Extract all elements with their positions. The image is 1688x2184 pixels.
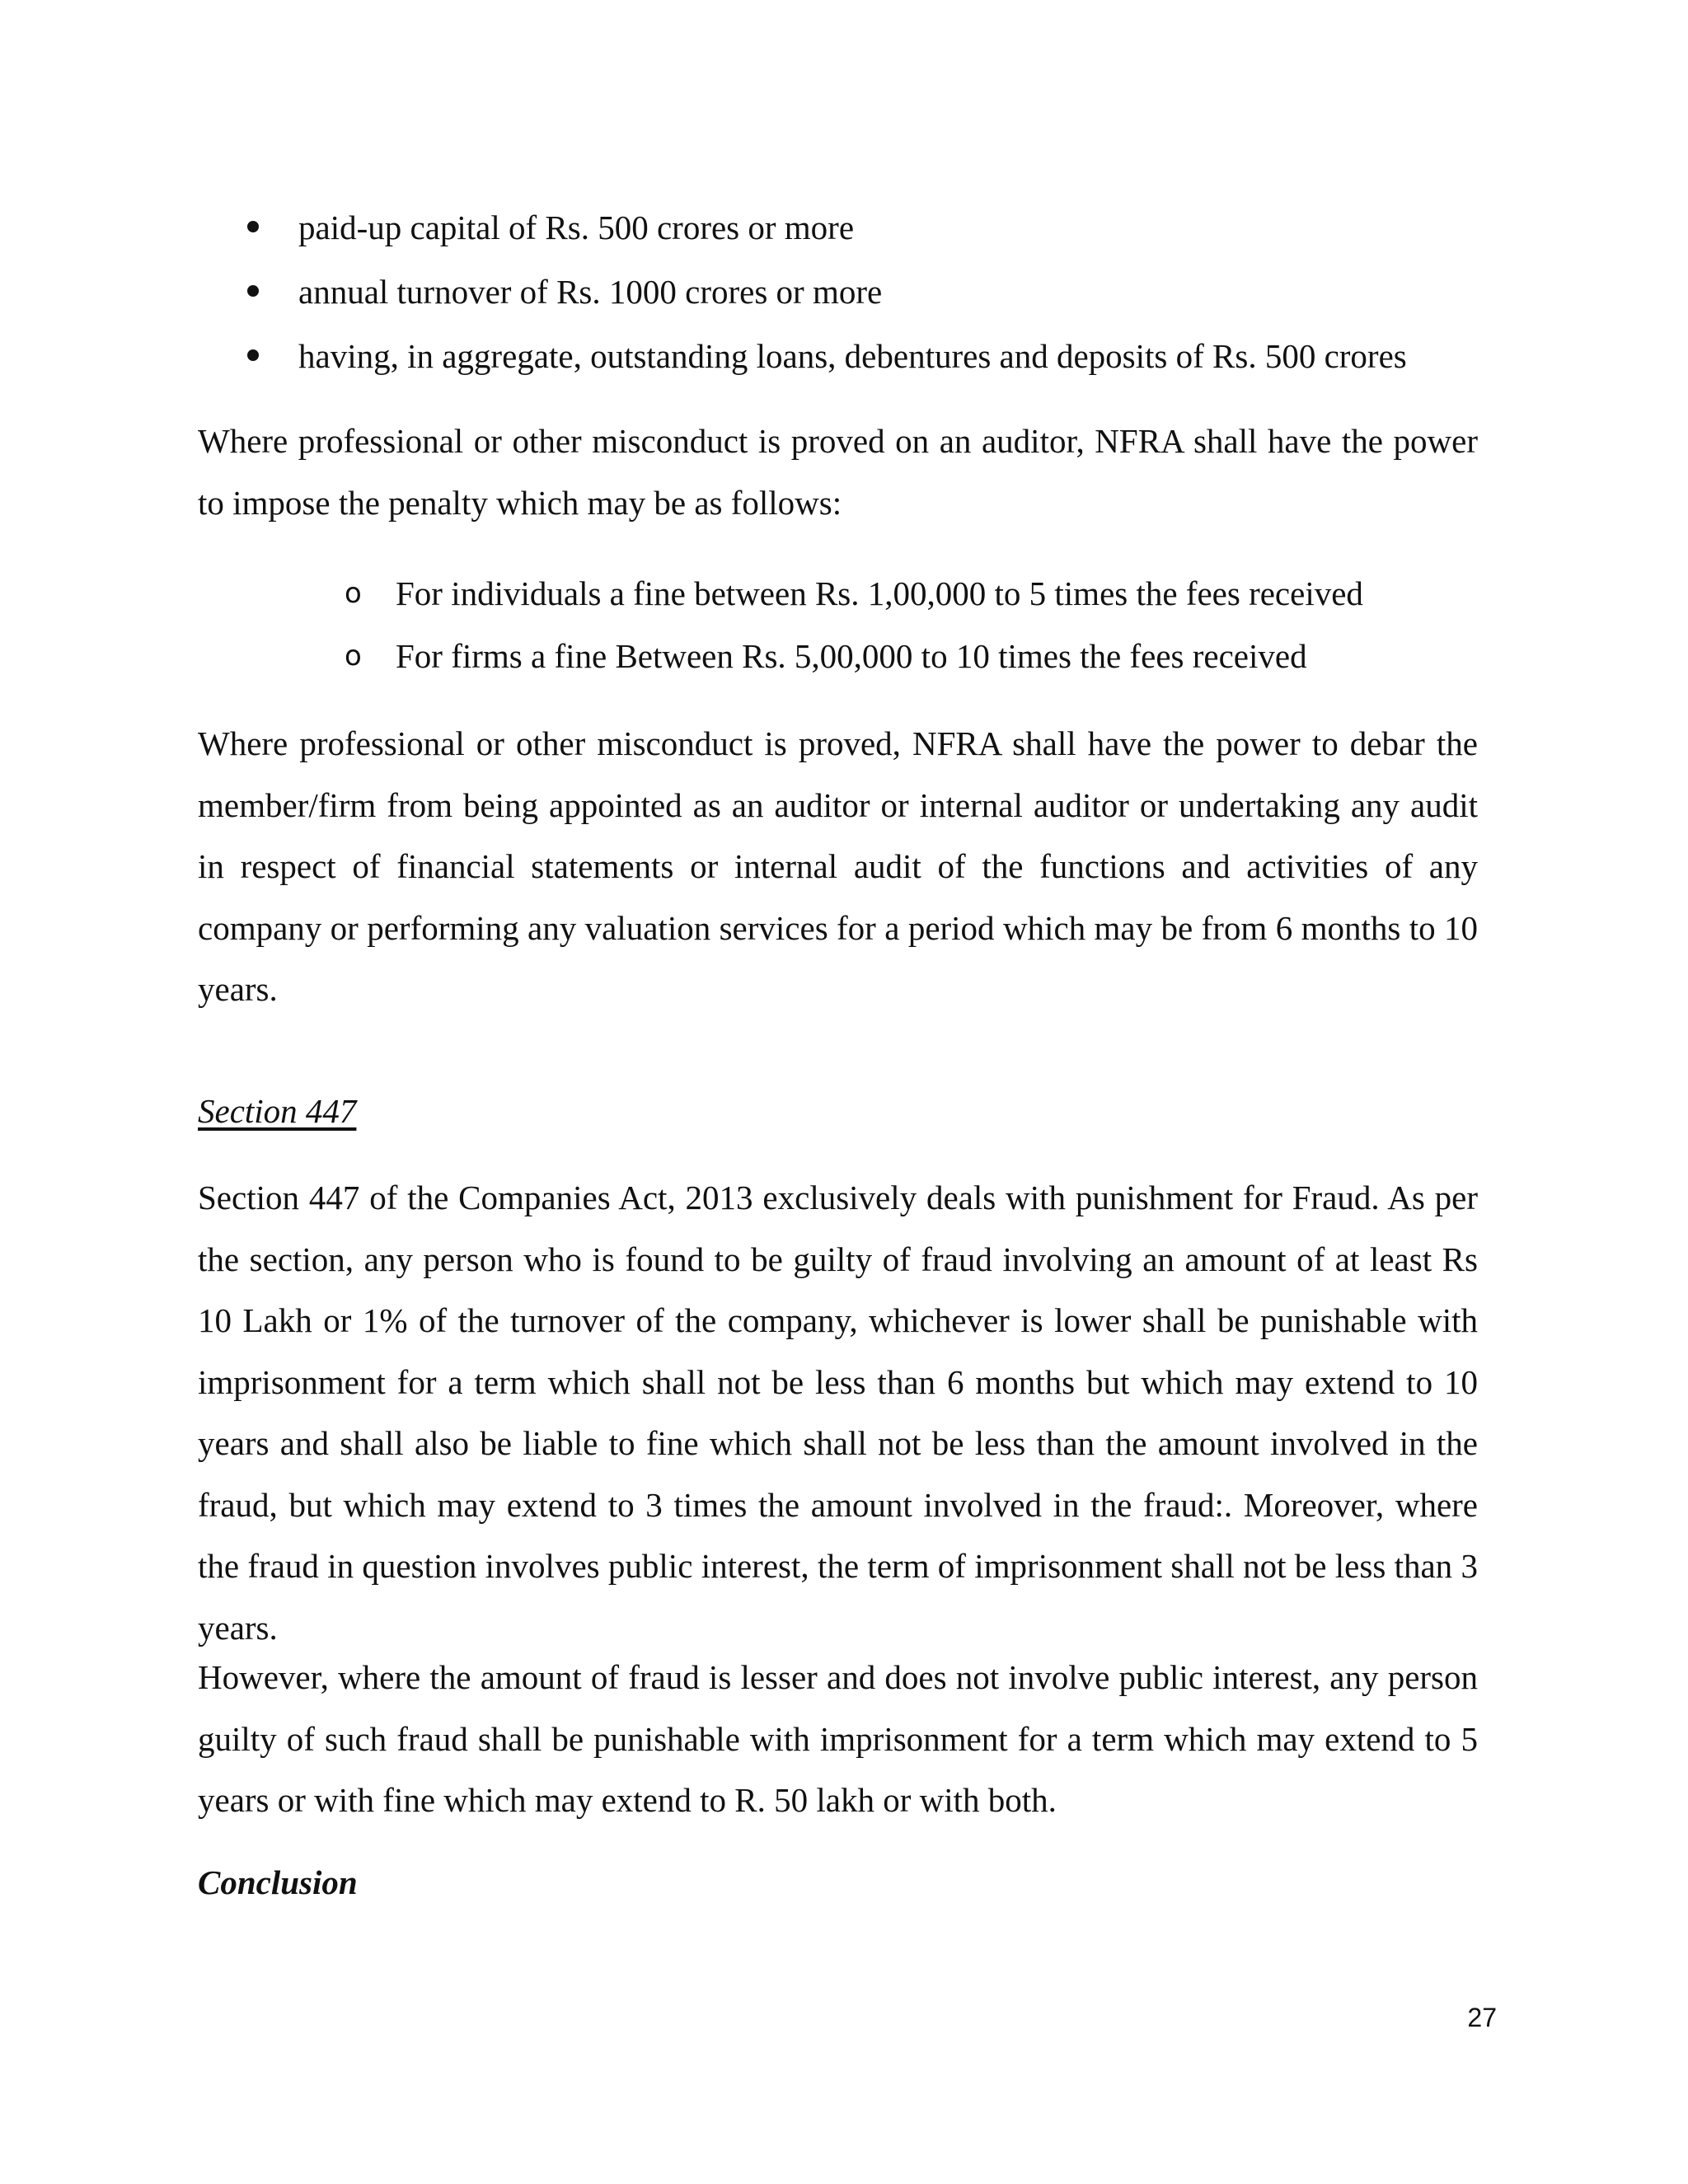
bullet-item: annual turnover of Rs. 1000 crores or more — [247, 260, 1525, 324]
page-number: 27 — [1467, 2003, 1497, 2032]
bullet-item: paid-up capital of Rs. 500 crores or more — [247, 195, 1525, 260]
lesser-fraud-paragraph: However, where the amount of fraud is lesser and does not involve public interest, any person guilty of such fraud shall be punishable with imprisonment for a term which may extend to 5 years or with fine which may extend to R. 50 lakh or with both. — [198, 1658, 1478, 1819]
sub-bullet-item — [345, 625, 1515, 687]
penalty-intro-paragraph: Where professional or other misconduct is proved on an auditor, NFRA shall have the power to impose the penalty which may be as follows: — [198, 422, 1478, 522]
bullet-item: having, in aggregate, outstanding loans, debentures and deposits of Rs. 500 crores — [247, 324, 1525, 388]
section-447-heading: Section 447 — [198, 1092, 357, 1130]
sub-bullet-item — [345, 562, 1515, 625]
sub-bullet-text: For individuals a fine between Rs. 1,00,000 to 5 times the fees received — [396, 574, 1363, 612]
circle-bullet-marker: o — [345, 640, 362, 673]
sub-bullet-text: For firms a fine Between Rs. 5,00,000 to 10 times the fees received — [396, 637, 1307, 675]
debar-paragraph: Where professional or other misconduct is proved, NFRA shall have the power to debar the member/firm from being appointed as an auditor or internal auditor or undertaking any audit in respect of financial statements or internal audit of the functions and activities of any company or performing any valuation services for a period which may be from 6 months to 10 years. — [198, 724, 1478, 1008]
penalty-sub-bullet-list — [345, 562, 1515, 687]
criteria-bullet-list — [247, 195, 1525, 388]
conclusion-heading: Conclusion — [198, 1863, 358, 1901]
circle-bullet-marker: o — [345, 577, 362, 610]
section-447-paragraph: Section 447 of the Companies Act, 2013 exclusively deals with punishment for Fraud. As per the section, any person who is found to be guilty of fraud involving an amount of at least Rs 10 Lakh or 1% of the turnover of the company, whichever is lower shall be punishable with imprisonment for a term which shall not be less than 6 months but which may extend to 10 years and shall also be liable to fine which shall not be less than the amount involved in the fraud, but which may extend to 3 times the amount involved in the fraud:. Moreover, where the fraud in question involves public interest, the term of imprisonment shall not be less than 3 years. — [198, 1179, 1478, 1647]
